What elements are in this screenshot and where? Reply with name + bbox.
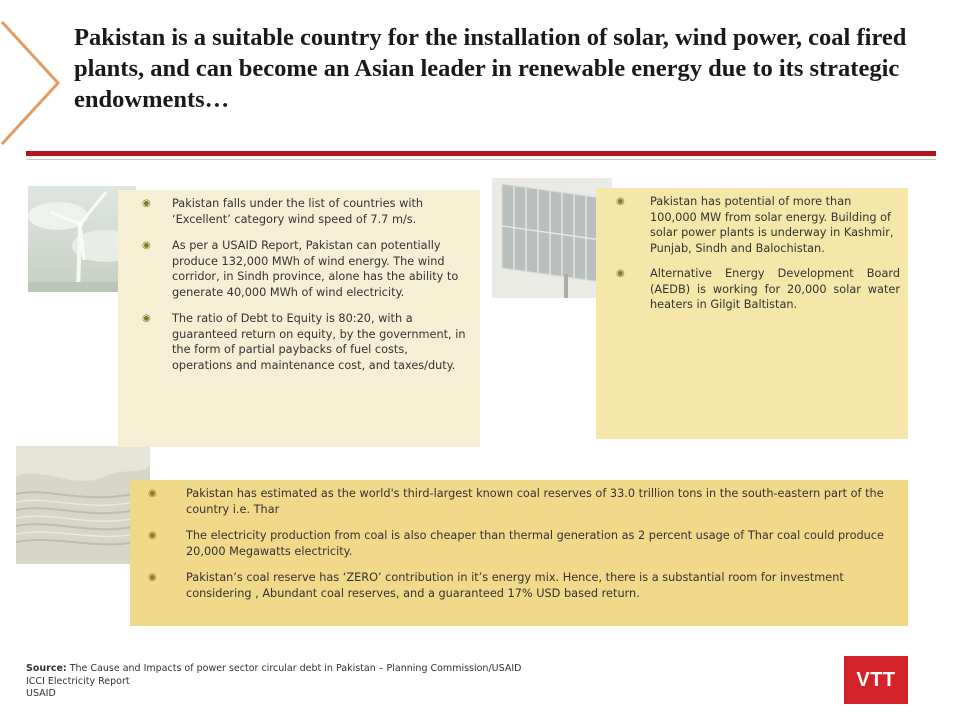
vtt-logo: VTT (844, 656, 908, 704)
source-text-1: The Cause and Impacts of power sector circular debt in Pakistan – Planning Commission/USAID (66, 663, 522, 674)
wind-point-2: As per a USAID Report, Pakistan can potentially produce 132,000 MWh of wind energy. The wind corridor, in Sindh province, alone has the ability to generate 40,000 MWh of wind electricity. (172, 239, 459, 299)
solar-energy-panel (596, 188, 908, 439)
bullet-icon: ◉ (148, 488, 157, 499)
bullet-icon: ◉ (142, 313, 151, 324)
list-item (148, 528, 898, 559)
wind-point-1: Pakistan falls under the list of countries with ‘Excellent’ category wind speed of 7.7 m/s. (172, 197, 424, 226)
list-item (616, 266, 900, 313)
slide-title: Pakistan is a suitable country for the installation of solar, wind power, coal fired plants, and can become an Asian leader in renewable energy due to its strategic endowments… (74, 24, 907, 113)
coal-point-3: Pakistan’s coal reserve has ‘ZERO’ contribution in it’s energy mix. Hence, there is a substantial room for investment considering , Abundant coal reserves, and a guaranteed 17% USD based return. (186, 571, 844, 600)
bullet-icon: ◉ (142, 240, 151, 251)
coal-energy-panel (130, 480, 908, 626)
bullet-icon: ◉ (148, 530, 157, 541)
solar-bullet-list (616, 194, 900, 313)
title-divider-thin (26, 159, 936, 160)
wind-bullet-list (142, 196, 470, 373)
chevron-decoration-icon (0, 18, 62, 148)
coal-point-1: Pakistan has estimated as the world's third-largest known coal reserves of 33.0 trillion tons in the south-eastern part of the country i.e. Thar (186, 487, 884, 516)
list-item (148, 570, 898, 601)
bullet-icon: ◉ (148, 572, 157, 583)
list-item (616, 194, 900, 256)
solar-point-2: Alternative Energy Development Board (AEDB) is working for 20,000 solar water heaters in Gilgit Baltistan. (650, 267, 900, 311)
solar-panel-image (492, 178, 612, 298)
wind-point-3: The ratio of Debt to Equity is 80:20, with a guaranteed return on equity, by the government, in the form of partial paybacks of fuel costs, operations and maintenance cost, and taxes/duty. (172, 312, 466, 372)
source-citation (26, 663, 521, 701)
wind-energy-panel (118, 190, 480, 447)
title-divider (26, 151, 936, 156)
source-line-1 (26, 663, 521, 676)
bullet-icon: ◉ (616, 268, 625, 279)
solar-point-1: Pakistan has potential of more than 100,000 MW from solar energy. Building of solar power plants is underway in Kashmir, Punjab, Sindh and Balochistan. (650, 195, 894, 255)
source-label: Source: (26, 663, 67, 674)
source-line-3: USAID (26, 688, 56, 699)
coal-point-2: The electricity production from coal is also cheaper than thermal generation as 2 percent usage of Thar coal could produce 20,000 Megawatts electricity. (186, 529, 884, 558)
coal-bullet-list (148, 486, 898, 601)
list-item (142, 311, 470, 373)
bullet-icon: ◉ (616, 196, 625, 207)
list-item (142, 238, 470, 300)
list-item (148, 486, 898, 517)
source-line-2: ICCI Electricity Report (26, 675, 130, 687)
bullet-icon: ◉ (142, 198, 151, 209)
list-item (142, 196, 470, 227)
